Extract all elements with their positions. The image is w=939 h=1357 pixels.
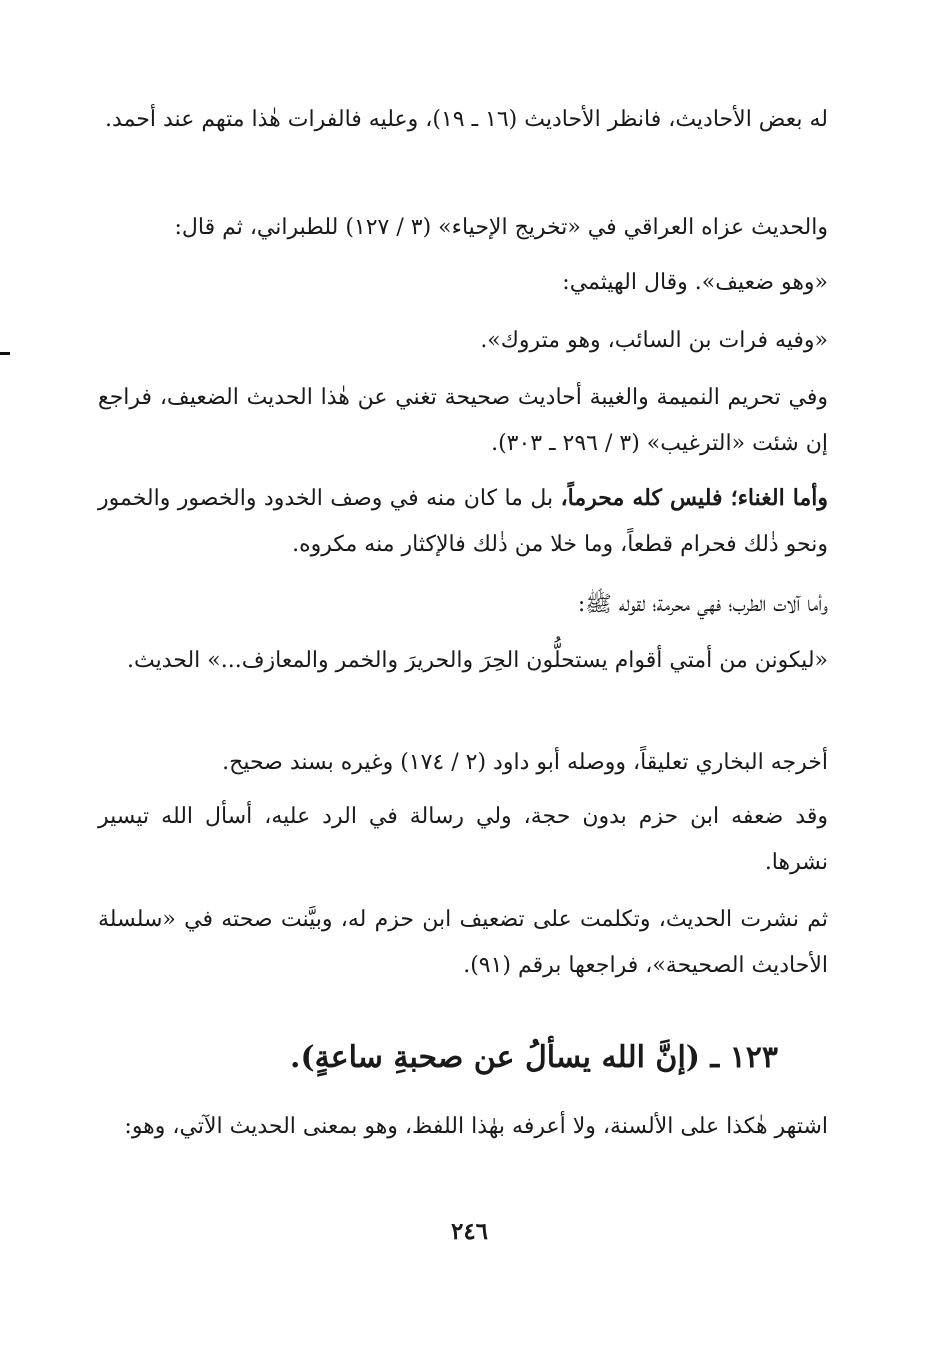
paragraph-10 xyxy=(98,794,828,886)
paragraph-text: والحديث عزاه العراقي في «تخريج الإحياء» (٣ / ١٢٧) للطبراني، ثم قال: xyxy=(174,215,828,240)
paragraph-5 xyxy=(98,375,828,467)
paragraph-text: وقد ضعفه ابن حزم بدون حجة، ولي رسالة في الرد عليه، أسأل الله تيسير نشرها. xyxy=(98,804,828,875)
paragraph-text: وفي تحريم النميمة والغيبة أحاديث صحيحة تغني عن هٰذا الحديث الضعيف، فراجع إن شئت «الترغيب» (٣ / ٢٩٦ ـ ٣٠٣). xyxy=(98,385,828,456)
paragraph-9 xyxy=(98,740,828,786)
paragraph-text: له بعض الأحاديث، فانظر الأحاديث (١٦ ـ ١٩)، وعليه فالفرات هٰذا متهم عند أحمد. xyxy=(105,107,828,132)
paragraph-4 xyxy=(98,318,828,364)
paragraph-7 xyxy=(98,582,828,628)
paragraph-1 xyxy=(98,97,828,143)
paragraph-8 xyxy=(98,638,828,684)
paragraph-3 xyxy=(98,260,828,306)
paragraph-continuation: بل ما كان منه في وصف الخدود والخصور والخمور ونحو ذٰلك فحرام قطعاً، وما خلا من ذٰلك فالإكثار منه مكروه. xyxy=(98,486,828,557)
bold-lead-text: وأما الغناء؛ فليس كله محرماً، xyxy=(560,485,828,511)
paragraph-text: «وهو ضعيف». وقال الهيثمي: xyxy=(562,270,828,295)
paragraph-text: «وفيه فرات بن السائب، وهو متروك». xyxy=(480,328,828,353)
paragraph-text: «ليكونن من أمتي أقوام يستحلُّون الحِرَ والحريرَ والخمر والمعازف...» الحديث. xyxy=(127,648,828,673)
paragraph-text: أخرجه البخاري تعليقاً، ووصله أبو داود (٢ / ١٧٤) وغيره بسند صحيح. xyxy=(222,750,828,775)
paragraph-2 xyxy=(98,205,828,251)
page-number: ٢٤٦ xyxy=(450,1218,489,1245)
paragraph-text: اشتهر هٰكذا على الألسنة، ولا أعرفه بهٰذا اللفظ، وهو بمعنى الحديث الآتي، وهو: xyxy=(124,1114,828,1139)
paragraph-text: ثم نشرت الحديث، وتكلمت على تضعيف ابن حزم له، وبيَّنت صحته في «سلسلة الأحاديث الصحيحة»، فراجعها برقم (٩١). xyxy=(98,907,828,978)
paragraph-text: وأما آلات الطرب؛ فهي محرمة؛ لقوله ﷺ: xyxy=(577,592,828,617)
hadith-heading: ١٢٣ ـ (إنَّ الله يسألُ عن صحبةِ ساعةٍ). xyxy=(290,1040,778,1075)
paragraph-12 xyxy=(98,1104,828,1150)
margin-arrow-mark xyxy=(0,352,10,355)
paragraph-11 xyxy=(98,897,828,989)
paragraph-text xyxy=(98,475,828,568)
paragraph-6 xyxy=(98,475,828,568)
